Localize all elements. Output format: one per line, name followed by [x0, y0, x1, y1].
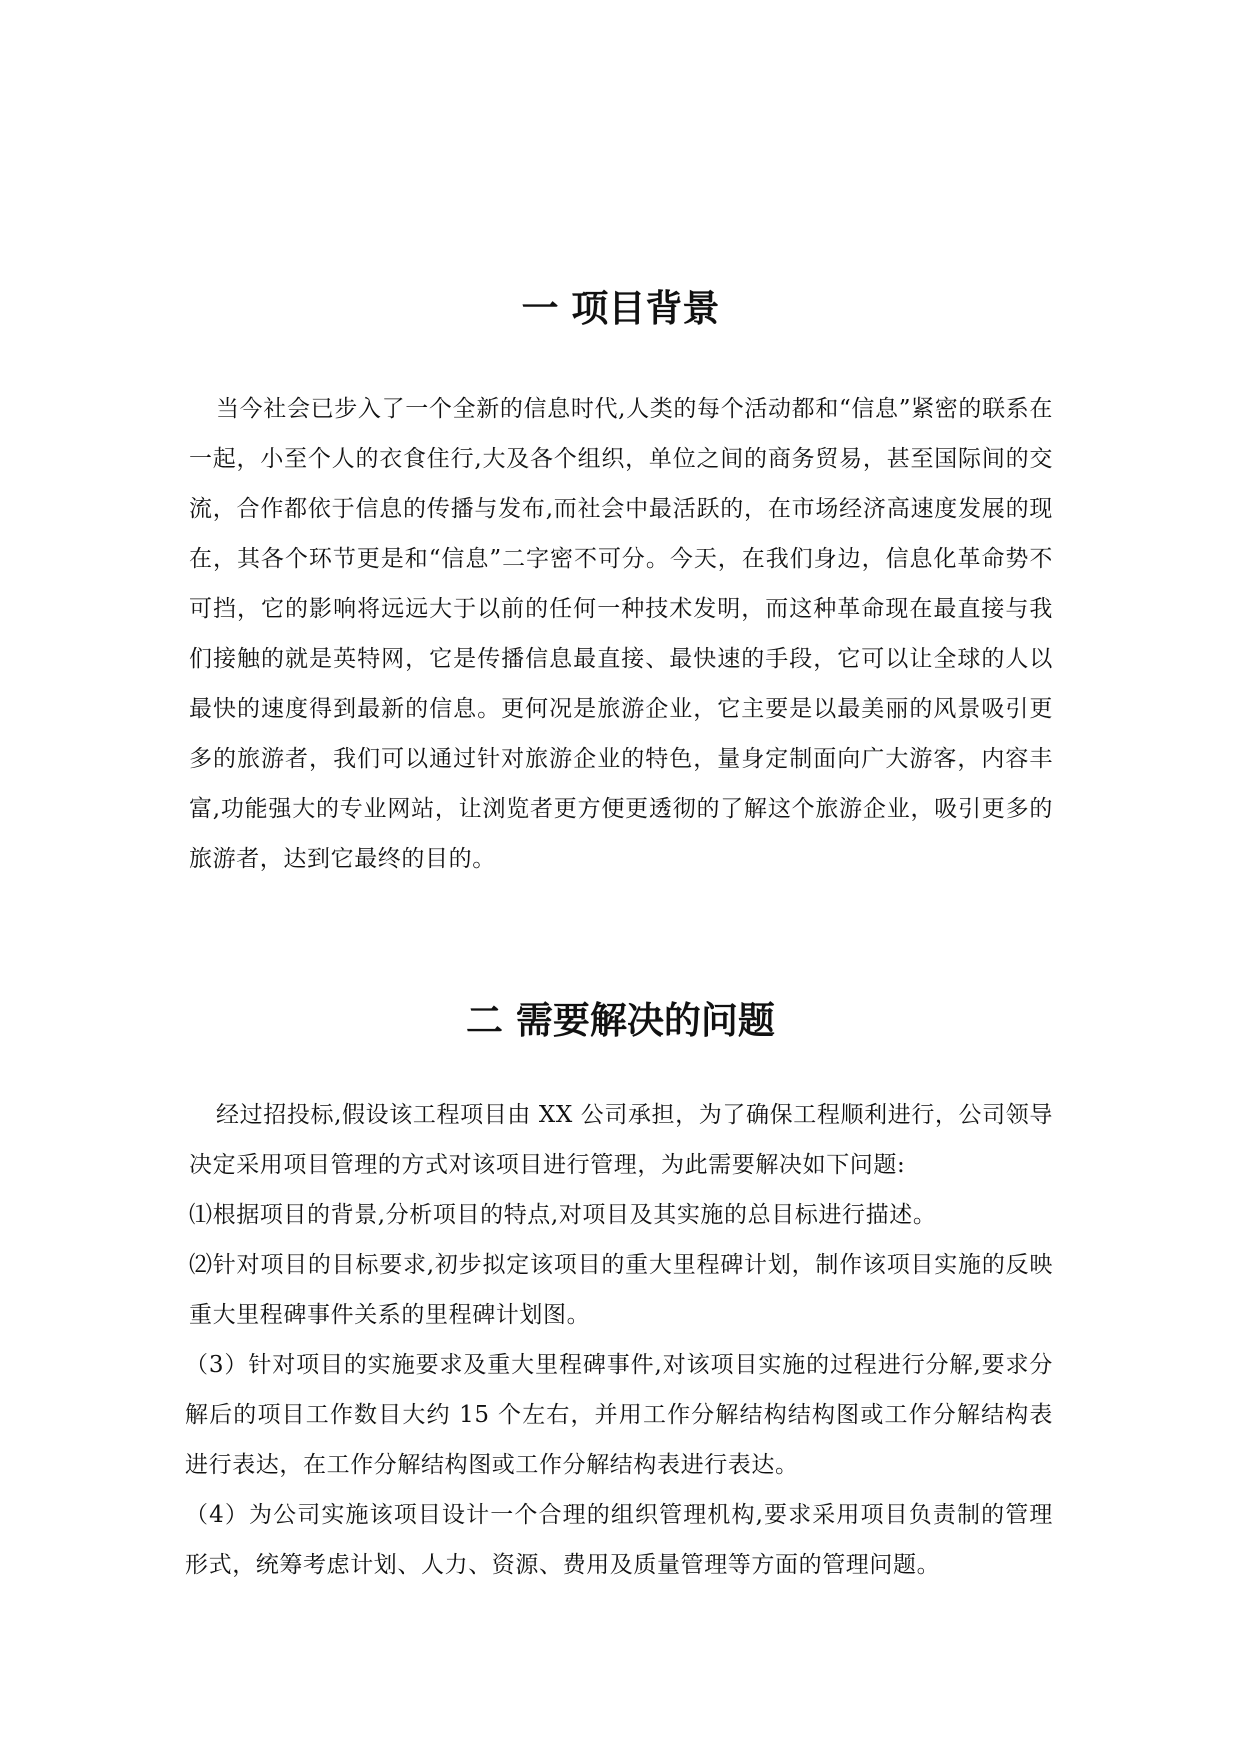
- problem-item-3: （3）针对项目的实施要求及重大里程碑事件,对该项目实施的过程进行分解,要求分解后的项目工作数目大约 15 个左右，并用工作分解结构结构图或工作分解结构表进行表达，在工作分解结构图或工作分解结构表进行表达。: [185, 1352, 1053, 1478]
- problem-item-1: ⑴根据项目的背景,分析项目的特点,对项目及其实施的总目标进行描述。: [189, 1202, 937, 1228]
- problem-item-4: （4）为公司实施该项目设计一个合理的组织管理机构,要求采用项目负责制的管理形式，统筹考虑计划、人力、资源、费用及质量管理等方面的管理问题。: [185, 1502, 1053, 1578]
- section-heading-problems: 二 需要解决的问题: [466, 999, 775, 1042]
- problem-item-2: ⑵针对项目的目标要求,初步拟定该项目的重大里程碑计划，制作该项目实施的反映重大里程碑事件关系的里程碑计划图。: [189, 1252, 1053, 1328]
- background-paragraph: 当今社会已步入了一个全新的信息时代,人类的每个活动都和“信息”紧密的联系在一起，小至个人的衣食住行,大及各个组织，单位之间的商务贸易，甚至国际间的交流，合作都依于信息的传播与发布,而社会中最活跃的，在市场经济高速度发展的现在，其各个环节更是和“信息”二字密不可分。今天，在我们身边，信息化革命势不可挡，它的影响将远远大于以前的任何一种技术发明，而这种革命现在最直接与我们接触的就是英特网，它是传播信息最直接、最快速的手段，它可以让全球的人以最快的速度得到最新的信息。更何况是旅游企业，它主要是以最美丽的风景吸引更多的旅游者，我们可以通过针对旅游企业的特色，量身定制面向广大游客，内容丰富,功能强大的专业网站，让浏览者更方便更透彻的了解这个旅游企业，吸引更多的旅游者，达到它最终的目的。: [189, 396, 1053, 872]
- section-heading-background: 一 项目背景: [521, 287, 720, 330]
- problems-intro: 经过招投标,假设该工程项目由 XX 公司承担，为了确保工程顺利进行，公司领导决定采用项目管理的方式对该项目进行管理，为此需要解决如下问题:: [189, 1102, 1053, 1178]
- problems-section: [185, 1090, 1053, 1590]
